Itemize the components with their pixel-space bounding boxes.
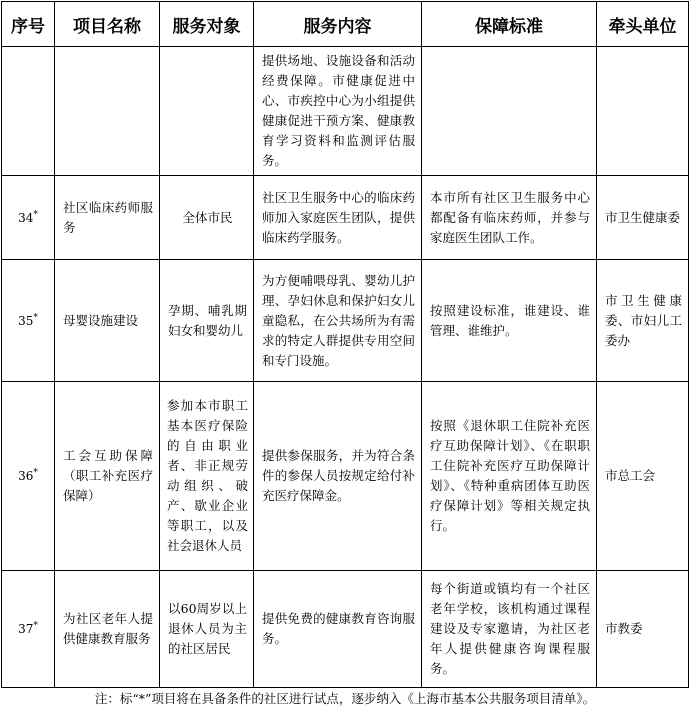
row-lead-unit: 市总工会 xyxy=(597,382,689,571)
row-service-target: 参加本市职工基本医疗保险的自由职业者、非正规劳动组织、破产、歇业企业等职工，以及社会退休人员 xyxy=(160,382,254,571)
row-lead-unit xyxy=(597,47,689,176)
footnote: 注：标“*”项目将在具备条件的社区进行试点，逐步纳入《上海市基本公共服务项目清单》。 xyxy=(94,691,596,706)
header-index: 序号 xyxy=(2,2,55,47)
table-row xyxy=(2,260,689,382)
row-service-content: 提供免费的健康教育咨询服务。 xyxy=(254,571,422,688)
row-lead-unit: 市卫生健康委 xyxy=(597,176,689,260)
row-lead-unit: 市卫生健康委、市妇儿工委办 xyxy=(597,260,689,382)
header-lead-unit: 牵头单位 xyxy=(597,2,689,47)
row-guarantee-standard: 按照《退休职工住院补充医疗互助保障计划》、《在职职工住院补充医疗互助保障计划》、《特种重病团体互助医疗保障计划》等相关规定执行。 xyxy=(422,382,597,571)
row-service-content: 社区卫生服务中心的临床药师加入家庭医生团队，提供临床药学服务。 xyxy=(254,176,422,260)
table-row xyxy=(2,47,689,176)
table-row xyxy=(2,176,689,260)
row-guarantee-standard xyxy=(422,47,597,176)
row-index: 35* xyxy=(2,260,55,382)
row-guarantee-standard: 每个街道或镇均有一个社区老年学校，该机构通过课程建设及专家邀请，为社区老年人提供健康咨询课程服务。 xyxy=(422,571,597,688)
row-project-name: 工会互助保障（职工补充医疗保障） xyxy=(55,382,160,571)
row-project-name: 母婴设施建设 xyxy=(55,260,160,382)
row-guarantee-standard: 按照建设标准，谁建设、谁管理、谁维护。 xyxy=(422,260,597,382)
table-header-row xyxy=(2,2,689,47)
row-index: 36* xyxy=(2,382,55,571)
row-project-name: 为社区老年人提供健康教育服务 xyxy=(55,571,160,688)
header-guarantee-standard: 保障标准 xyxy=(422,2,597,47)
service-table xyxy=(1,1,689,688)
row-project-name xyxy=(55,47,160,176)
row-service-target: 孕期、哺乳期妇女和婴幼儿 xyxy=(160,260,254,382)
header-project-name: 项目名称 xyxy=(55,2,160,47)
row-lead-unit: 市教委 xyxy=(597,571,689,688)
row-index xyxy=(2,47,55,176)
row-service-target: 以60周岁以上退休人员为主的社区居民 xyxy=(160,571,254,688)
header-service-target: 服务对象 xyxy=(160,2,254,47)
table-row xyxy=(2,571,689,688)
row-service-target: 全体市民 xyxy=(160,176,254,260)
header-service-content: 服务内容 xyxy=(254,2,422,47)
table-row xyxy=(2,382,689,571)
row-service-target xyxy=(160,47,254,176)
row-guarantee-standard: 本市所有社区卫生服务中心都配备有临床药师，并参与家庭医生团队工作。 xyxy=(422,176,597,260)
row-service-content: 为方便哺喂母乳、婴幼儿护理、孕妇休息和保护妇女儿童隐私，在公共场所为有需求的特定人群提供专用空间和专门设施。 xyxy=(254,260,422,382)
row-service-content: 提供参保服务，并为符合条件的参保人员按规定给付补充医疗保障金。 xyxy=(254,382,422,571)
row-project-name: 社区临床药师服务 xyxy=(55,176,160,260)
row-index: 37* xyxy=(2,571,55,688)
row-service-content: 提供场地、设施设备和活动经费保障。市健康促进中心、市疾控中心为小组提供健康促进干预方案、健康教育学习资料和监测评估服务。 xyxy=(254,47,422,176)
row-index: 34* xyxy=(2,176,55,260)
